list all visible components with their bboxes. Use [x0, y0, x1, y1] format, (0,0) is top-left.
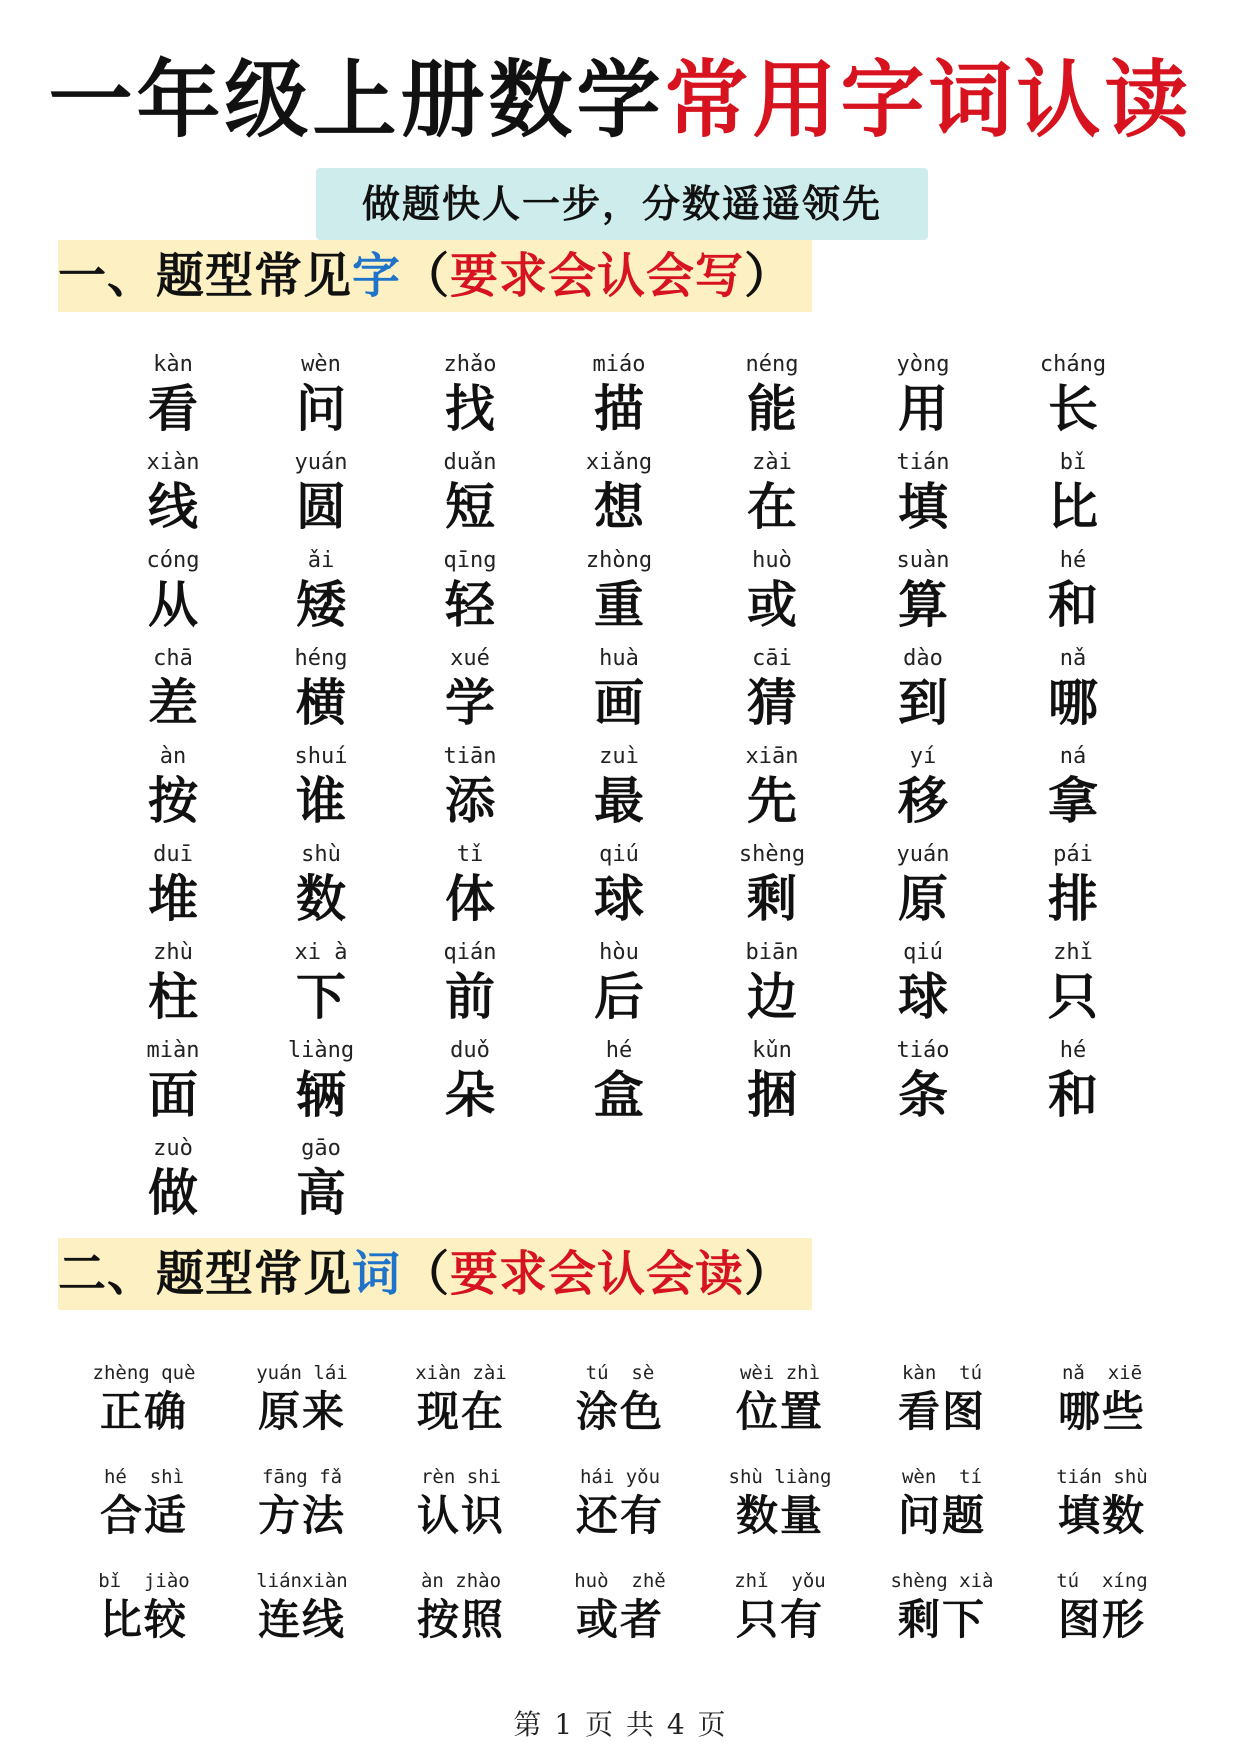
hanzi-character: 捆 [747, 1065, 797, 1124]
character-item [702, 1038, 842, 1134]
pinyin-label: zuò [153, 1136, 193, 1161]
pinyin-label: qiú [599, 842, 639, 867]
pinyin-label: dào [903, 646, 943, 671]
character-item [103, 842, 243, 938]
pinyin-label: shuí [294, 744, 348, 769]
section1-highlight: 字 [352, 248, 402, 304]
hanzi-word: 图形 [1057, 1595, 1146, 1644]
hanzi-character: 条 [898, 1065, 948, 1124]
character-item [853, 940, 993, 1036]
pinyin-label: zhù [153, 940, 193, 965]
character-item [103, 352, 243, 448]
hanzi-character: 看 [148, 379, 198, 438]
pinyin-label: tǐ [456, 842, 484, 867]
pinyin-label: cóng [146, 548, 200, 573]
hanzi-character: 做 [148, 1163, 198, 1222]
hanzi-character: 数 [296, 869, 346, 928]
pinyin-label: yuán [294, 450, 348, 475]
hanzi-word: 涂色 [575, 1387, 664, 1436]
hanzi-word: 连线 [257, 1595, 346, 1644]
hanzi-character: 盒 [594, 1065, 644, 1124]
character-item [103, 744, 243, 840]
character-item [400, 744, 540, 840]
pinyin-label: zhòng [585, 548, 653, 573]
hanzi-character: 高 [296, 1163, 346, 1222]
word-item [1022, 1361, 1182, 1461]
character-item [853, 548, 993, 644]
pinyin-label: tián shù [1056, 1466, 1148, 1488]
pinyin-label: xiǎng [585, 450, 653, 475]
pinyin-label: zhèng què [92, 1362, 196, 1384]
section2-close-paren: ） [744, 1246, 794, 1302]
pinyin-label: tú sè [585, 1362, 655, 1384]
word-item [540, 1465, 700, 1565]
hanzi-character: 差 [148, 673, 198, 732]
pinyin-label: fāng fǎ [261, 1466, 343, 1488]
character-item [1003, 744, 1143, 840]
character-item [103, 646, 243, 742]
hanzi-character: 矮 [296, 575, 346, 634]
hanzi-word: 比较 [99, 1595, 188, 1644]
character-item [702, 450, 842, 546]
hanzi-character: 圆 [296, 477, 346, 536]
word-item [222, 1569, 382, 1669]
character-item [251, 450, 391, 546]
pinyin-label: yòng [896, 352, 950, 377]
character-item [702, 646, 842, 742]
character-item [251, 842, 391, 938]
character-item [400, 450, 540, 546]
hanzi-character: 长 [1048, 379, 1098, 438]
pinyin-label: hé [605, 1038, 633, 1063]
word-item [1022, 1465, 1182, 1565]
character-item [853, 842, 993, 938]
pinyin-label: tiáo [896, 1038, 950, 1063]
pinyin-label: xiàn [146, 450, 200, 475]
character-item [251, 1038, 391, 1134]
pinyin-label: shù liàng [728, 1466, 832, 1488]
pinyin-label: zhǐ [1053, 940, 1093, 965]
pinyin-label: àn [159, 744, 187, 769]
pinyin-label: suàn [896, 548, 950, 573]
hanzi-character: 移 [898, 771, 948, 830]
character-item [103, 450, 243, 546]
character-item [549, 940, 689, 1036]
pinyin-label: zhǎo [443, 352, 497, 377]
character-item [103, 1038, 243, 1134]
character-item [103, 548, 243, 644]
hanzi-word: 剩下 [897, 1595, 986, 1644]
hanzi-character: 在 [747, 477, 797, 536]
hanzi-character: 想 [594, 477, 644, 536]
hanzi-word: 认识 [416, 1491, 505, 1540]
word-item [700, 1465, 860, 1565]
character-item [251, 548, 391, 644]
hanzi-character: 堆 [148, 869, 198, 928]
section1-prefix: 一、题型常见 [58, 248, 353, 304]
word-item [862, 1361, 1022, 1461]
pinyin-label: hé [1059, 1038, 1087, 1063]
hanzi-character: 猜 [747, 673, 797, 732]
hanzi-character: 和 [1048, 575, 1098, 634]
word-item [540, 1361, 700, 1461]
character-item [549, 744, 689, 840]
hanzi-character: 排 [1048, 869, 1098, 928]
character-item [853, 352, 993, 448]
character-item [400, 646, 540, 742]
subtitle-banner: 做题快人一步，分数遥遥领先 [316, 168, 928, 240]
character-item [1003, 450, 1143, 546]
pinyin-label: gāo [301, 1136, 341, 1161]
page-footer: 第 1 页 共 4 页 [513, 1708, 728, 1741]
pinyin-label: héng [294, 646, 348, 671]
section2-note: 要求会认会读 [450, 1246, 745, 1302]
pinyin-label: wèn tí [901, 1466, 983, 1488]
character-item [853, 1038, 993, 1134]
character-item [702, 548, 842, 644]
word-item [862, 1569, 1022, 1669]
section2-prefix: 二、题型常见 [58, 1246, 353, 1302]
character-item [400, 842, 540, 938]
character-item [1003, 548, 1143, 644]
pinyin-label: duǎn [443, 450, 497, 475]
hanzi-word: 合适 [99, 1491, 188, 1540]
pinyin-label: hái yǒu [579, 1466, 661, 1488]
hanzi-character: 或 [747, 575, 797, 634]
word-item [1022, 1569, 1182, 1669]
hanzi-character: 原 [898, 869, 948, 928]
word-item [700, 1569, 860, 1669]
word-item [381, 1465, 541, 1565]
hanzi-character: 描 [594, 379, 644, 438]
character-item [1003, 646, 1143, 742]
title-highlight: 常用字词认读 [664, 50, 1193, 149]
hanzi-word: 还有 [575, 1491, 664, 1540]
hanzi-character: 球 [898, 967, 948, 1026]
hanzi-word: 现在 [416, 1387, 505, 1436]
hanzi-character: 比 [1048, 477, 1098, 536]
pinyin-label: ǎi [307, 548, 335, 573]
hanzi-character: 用 [898, 379, 948, 438]
hanzi-character: 重 [594, 575, 644, 634]
pinyin-label: shèng [738, 842, 806, 867]
hanzi-character: 哪 [1048, 673, 1098, 732]
character-item [251, 744, 391, 840]
pinyin-label: shèng xià [890, 1570, 994, 1592]
pinyin-label: chā [153, 646, 193, 671]
hanzi-word: 或者 [575, 1595, 664, 1644]
character-item [400, 352, 540, 448]
word-item [222, 1465, 382, 1565]
hanzi-word: 哪些 [1057, 1387, 1146, 1436]
pinyin-label: miàn [146, 1038, 200, 1063]
hanzi-character: 后 [594, 967, 644, 1026]
word-item [64, 1569, 224, 1669]
pinyin-label: liánxiàn [256, 1570, 348, 1592]
hanzi-character: 球 [594, 869, 644, 928]
hanzi-word: 正确 [99, 1387, 188, 1436]
hanzi-character: 辆 [296, 1065, 346, 1124]
character-item [702, 842, 842, 938]
hanzi-word: 原来 [257, 1387, 346, 1436]
character-item [103, 940, 243, 1036]
hanzi-character: 线 [148, 477, 198, 536]
hanzi-word: 方法 [257, 1491, 346, 1540]
hanzi-character: 前 [445, 967, 495, 1026]
hanzi-character: 轻 [445, 575, 495, 634]
pinyin-label: pái [1053, 842, 1093, 867]
character-item [853, 646, 993, 742]
character-item [549, 842, 689, 938]
hanzi-character: 能 [747, 379, 797, 438]
pinyin-label: hé shì [103, 1466, 185, 1488]
character-item [400, 1038, 540, 1134]
pinyin-label: tú xíng [1056, 1570, 1148, 1592]
pinyin-label: huà [599, 646, 639, 671]
pinyin-label: àn zhào [420, 1570, 502, 1592]
character-item [549, 450, 689, 546]
pinyin-label: ná [1059, 744, 1087, 769]
word-item [222, 1361, 382, 1461]
pinyin-label: miáo [592, 352, 646, 377]
character-item [400, 940, 540, 1036]
pinyin-label: bǐ [1059, 450, 1087, 475]
section-heading-words [58, 1238, 812, 1310]
pinyin-label: tiān [443, 744, 497, 769]
character-item [251, 1136, 391, 1232]
hanzi-character: 和 [1048, 1065, 1098, 1124]
hanzi-character: 面 [148, 1065, 198, 1124]
character-item [251, 352, 391, 448]
pinyin-label: xué [450, 646, 490, 671]
pinyin-label: qián [443, 940, 497, 965]
word-item [381, 1569, 541, 1669]
pinyin-label: xi à [294, 940, 348, 965]
pinyin-label: zuì [599, 744, 639, 769]
character-item [1003, 352, 1143, 448]
section1-open-paren: （ [401, 248, 451, 304]
hanzi-character: 拿 [1048, 771, 1098, 830]
pinyin-label: yuán lái [256, 1362, 348, 1384]
character-item [1003, 940, 1143, 1036]
hanzi-character: 问 [296, 379, 346, 438]
hanzi-character: 最 [594, 771, 644, 830]
pinyin-label: cāi [752, 646, 792, 671]
hanzi-character: 边 [747, 967, 797, 1026]
pinyin-label: nǎ [1059, 646, 1087, 671]
hanzi-word: 按照 [416, 1595, 505, 1644]
character-item [549, 352, 689, 448]
pinyin-label: xiàn zài [415, 1362, 507, 1384]
pinyin-label: xiān [745, 744, 799, 769]
pinyin-label: rèn shi [420, 1466, 502, 1488]
hanzi-character: 谁 [296, 771, 346, 830]
hanzi-character: 填 [898, 477, 948, 536]
character-item [853, 450, 993, 546]
character-item [1003, 1038, 1143, 1134]
hanzi-word: 位置 [735, 1387, 824, 1436]
hanzi-character: 找 [445, 379, 495, 438]
hanzi-character: 从 [148, 575, 198, 634]
hanzi-word: 看图 [897, 1387, 986, 1436]
pinyin-label: kàn [153, 352, 193, 377]
pinyin-label: tián [896, 450, 950, 475]
hanzi-word: 问题 [897, 1491, 986, 1540]
character-item [400, 548, 540, 644]
hanzi-word: 只有 [735, 1595, 824, 1644]
section-heading-characters [58, 240, 812, 312]
page-title [0, 40, 1241, 160]
pinyin-label: bǐ jiào [98, 1570, 190, 1592]
section2-open-paren: （ [401, 1246, 451, 1302]
character-item [549, 1038, 689, 1134]
hanzi-character: 算 [898, 575, 948, 634]
character-item [251, 646, 391, 742]
title-main: 一年级上册数学 [48, 50, 665, 149]
hanzi-word: 填数 [1057, 1491, 1146, 1540]
pinyin-label: qiú [903, 940, 943, 965]
pinyin-label: shù [301, 842, 341, 867]
word-item [540, 1569, 700, 1669]
pinyin-label: yuán [896, 842, 950, 867]
pinyin-label: wèi zhì [739, 1362, 821, 1384]
character-item [103, 1136, 243, 1232]
word-item [862, 1465, 1022, 1565]
word-item [700, 1361, 860, 1461]
character-item [549, 548, 689, 644]
character-item [251, 940, 391, 1036]
hanzi-character: 朵 [445, 1065, 495, 1124]
hanzi-character: 先 [747, 771, 797, 830]
pinyin-label: wèn [301, 352, 341, 377]
hanzi-character: 按 [148, 771, 198, 830]
pinyin-label: zài [752, 450, 792, 475]
hanzi-character: 学 [445, 673, 495, 732]
pinyin-label: cháng [1039, 352, 1107, 377]
hanzi-character: 体 [445, 869, 495, 928]
word-item [64, 1465, 224, 1565]
pinyin-label: huò [752, 548, 792, 573]
pinyin-label: hòu [599, 940, 639, 965]
pinyin-label: kǔn [752, 1038, 792, 1063]
character-item [702, 940, 842, 1036]
section1-note: 要求会认会写 [450, 248, 745, 304]
character-item [1003, 842, 1143, 938]
hanzi-character: 只 [1048, 967, 1098, 1026]
character-item [702, 352, 842, 448]
pinyin-label: huò zhě [574, 1570, 666, 1592]
character-item [853, 744, 993, 840]
pinyin-label: kàn tú [901, 1362, 983, 1384]
character-item [702, 744, 842, 840]
pinyin-label: yí [909, 744, 937, 769]
hanzi-character: 到 [898, 673, 948, 732]
pinyin-label: nǎ xiē [1061, 1362, 1143, 1384]
hanzi-character: 下 [296, 967, 346, 1026]
pinyin-label: zhǐ yǒu [734, 1570, 826, 1592]
hanzi-character: 横 [296, 673, 346, 732]
character-item [549, 646, 689, 742]
word-item [381, 1361, 541, 1461]
hanzi-character: 画 [594, 673, 644, 732]
hanzi-character: 柱 [148, 967, 198, 1026]
hanzi-word: 数量 [735, 1491, 824, 1540]
section1-close-paren: ） [744, 248, 794, 304]
pinyin-label: néng [745, 352, 799, 377]
section2-highlight: 词 [352, 1246, 402, 1302]
pinyin-label: duī [153, 842, 193, 867]
word-item [64, 1361, 224, 1461]
hanzi-character: 剩 [747, 869, 797, 928]
pinyin-label: hé [1059, 548, 1087, 573]
pinyin-label: liàng [287, 1038, 355, 1063]
pinyin-label: biān [745, 940, 799, 965]
pinyin-label: qīng [443, 548, 497, 573]
hanzi-character: 短 [445, 477, 495, 536]
pinyin-label: duǒ [450, 1038, 490, 1063]
hanzi-character: 添 [445, 771, 495, 830]
